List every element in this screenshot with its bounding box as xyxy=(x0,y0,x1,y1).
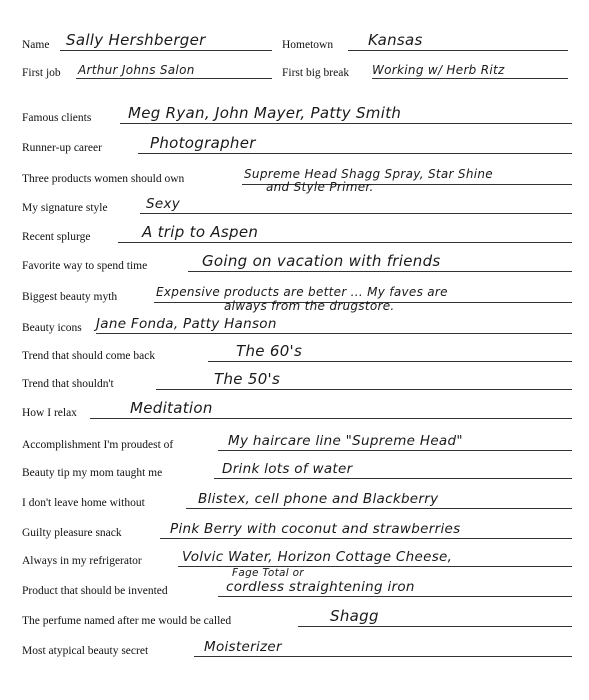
field-label: Hometown xyxy=(282,39,334,51)
field-label: Accomplishment I'm proudest of xyxy=(22,439,174,451)
answer-line xyxy=(96,333,572,334)
field-label: First job xyxy=(22,67,61,79)
field-trend-come-back xyxy=(22,341,572,365)
handwritten-answer-continued: and Style Primer. xyxy=(266,180,374,194)
handwritten-answer: The 50's xyxy=(214,370,281,388)
field-label: Favorite way to spend time xyxy=(22,260,148,272)
answer-line xyxy=(118,242,572,243)
handwritten-answer: The 60's xyxy=(236,342,303,360)
field-guilty-pleasure xyxy=(22,518,572,542)
field-famous-clients xyxy=(22,103,572,127)
field-atypical-beauty-secret xyxy=(22,636,572,660)
answer-line xyxy=(156,389,572,390)
field-label: Famous clients xyxy=(22,112,92,124)
handwritten-answer: Volvic Water, Horizon Cottage Cheese, xyxy=(182,549,453,565)
answer-line xyxy=(208,361,572,362)
field-biggest-beauty-myth xyxy=(22,282,572,313)
field-how-i-relax xyxy=(22,398,572,422)
answer-line xyxy=(188,271,572,272)
field-label: Product that should be invented xyxy=(22,585,168,597)
field-favorite-way xyxy=(22,251,572,275)
handwritten-answer: A trip to Aspen xyxy=(142,223,259,241)
handwritten-answer-continued: Fage Total or xyxy=(232,567,304,579)
field-label: Most atypical beauty secret xyxy=(22,645,149,657)
field-label: Guilty pleasure snack xyxy=(22,527,122,539)
field-beauty-tip-mom xyxy=(22,458,572,482)
handwritten-answer: Sexy xyxy=(146,196,181,212)
answer-line xyxy=(60,50,272,51)
field-label: Biggest beauty myth xyxy=(22,291,118,303)
handwritten-answer: Drink lots of water xyxy=(222,461,353,477)
handwritten-answer: Arthur Johns Salon xyxy=(78,63,195,77)
handwritten-answer: cordless straightening iron xyxy=(226,579,415,595)
field-signature-style xyxy=(22,193,572,217)
field-perfume-name xyxy=(22,606,572,630)
handwritten-answer: Jane Fonda, Patty Hanson xyxy=(96,316,277,332)
field-product-invented xyxy=(22,576,572,600)
answer-line xyxy=(218,596,572,597)
field-label: Three products women should own xyxy=(22,173,185,185)
handwritten-answer: Photographer xyxy=(150,134,256,152)
field-label: Recent splurge xyxy=(22,231,91,243)
handwritten-answer: Sally Hershberger xyxy=(66,31,206,49)
field-label: Trend that shouldn't xyxy=(22,378,114,390)
field-dont-leave-home xyxy=(22,488,572,512)
handwritten-answer: Shagg xyxy=(330,607,379,625)
answer-line xyxy=(194,656,572,657)
answer-line xyxy=(120,123,572,124)
field-trend-shouldnt xyxy=(22,369,572,393)
field-label: First big break xyxy=(282,67,350,79)
answer-line xyxy=(90,418,572,419)
answer-line xyxy=(348,50,568,51)
field-label: My signature style xyxy=(22,202,108,214)
field-label: I don't leave home without xyxy=(22,497,145,509)
answer-line xyxy=(218,450,572,451)
field-first-big-break xyxy=(282,58,572,82)
handwritten-answer: Working w/ Herb Ritz xyxy=(372,63,505,77)
field-three-products xyxy=(22,164,572,194)
field-recent-splurge xyxy=(22,222,572,246)
field-hometown xyxy=(282,30,572,54)
answer-line xyxy=(76,78,272,79)
field-first-job xyxy=(22,58,282,82)
answer-line xyxy=(186,508,572,509)
handwritten-answer: Moisterizer xyxy=(204,639,282,655)
answer-line xyxy=(160,538,572,539)
handwritten-answer: My haircare line "Supreme Head" xyxy=(228,433,463,449)
field-refrigerator xyxy=(22,546,572,579)
answer-line xyxy=(298,626,572,627)
field-accomplishment xyxy=(22,430,572,454)
handwritten-answer: Expensive products are better ... My faves are xyxy=(156,285,448,299)
answer-line xyxy=(140,213,572,214)
field-runner-up-career xyxy=(22,133,572,157)
handwritten-answer-continued: always from the drugstore. xyxy=(224,299,395,313)
handwritten-answer: Kansas xyxy=(368,31,423,49)
field-label: Always in my refrigerator xyxy=(22,555,142,567)
answer-line xyxy=(214,478,572,479)
field-label: The perfume named after me would be called xyxy=(22,615,232,627)
field-label: Beauty icons xyxy=(22,322,82,334)
handwritten-answer: Going on vacation with friends xyxy=(202,252,441,270)
answer-line xyxy=(372,78,568,79)
field-name xyxy=(22,30,282,54)
field-label: Runner-up career xyxy=(22,142,102,154)
handwritten-answer: Meg Ryan, John Mayer, Patty Smith xyxy=(128,104,402,122)
field-beauty-icons xyxy=(22,313,572,337)
field-label: Trend that should come back xyxy=(22,350,156,362)
handwritten-answer: Meditation xyxy=(130,399,213,417)
handwritten-answer: Pink Berry with coconut and strawberries xyxy=(170,521,461,537)
handwritten-answer: Blistex, cell phone and Blackberry xyxy=(198,491,439,507)
field-label: Beauty tip my mom taught me xyxy=(22,467,163,479)
handwritten-answer: Supreme Head Shagg Spray, Star Shine xyxy=(244,167,493,181)
field-label: Name xyxy=(22,39,50,51)
answer-line xyxy=(138,153,572,154)
field-label: How I relax xyxy=(22,407,77,419)
